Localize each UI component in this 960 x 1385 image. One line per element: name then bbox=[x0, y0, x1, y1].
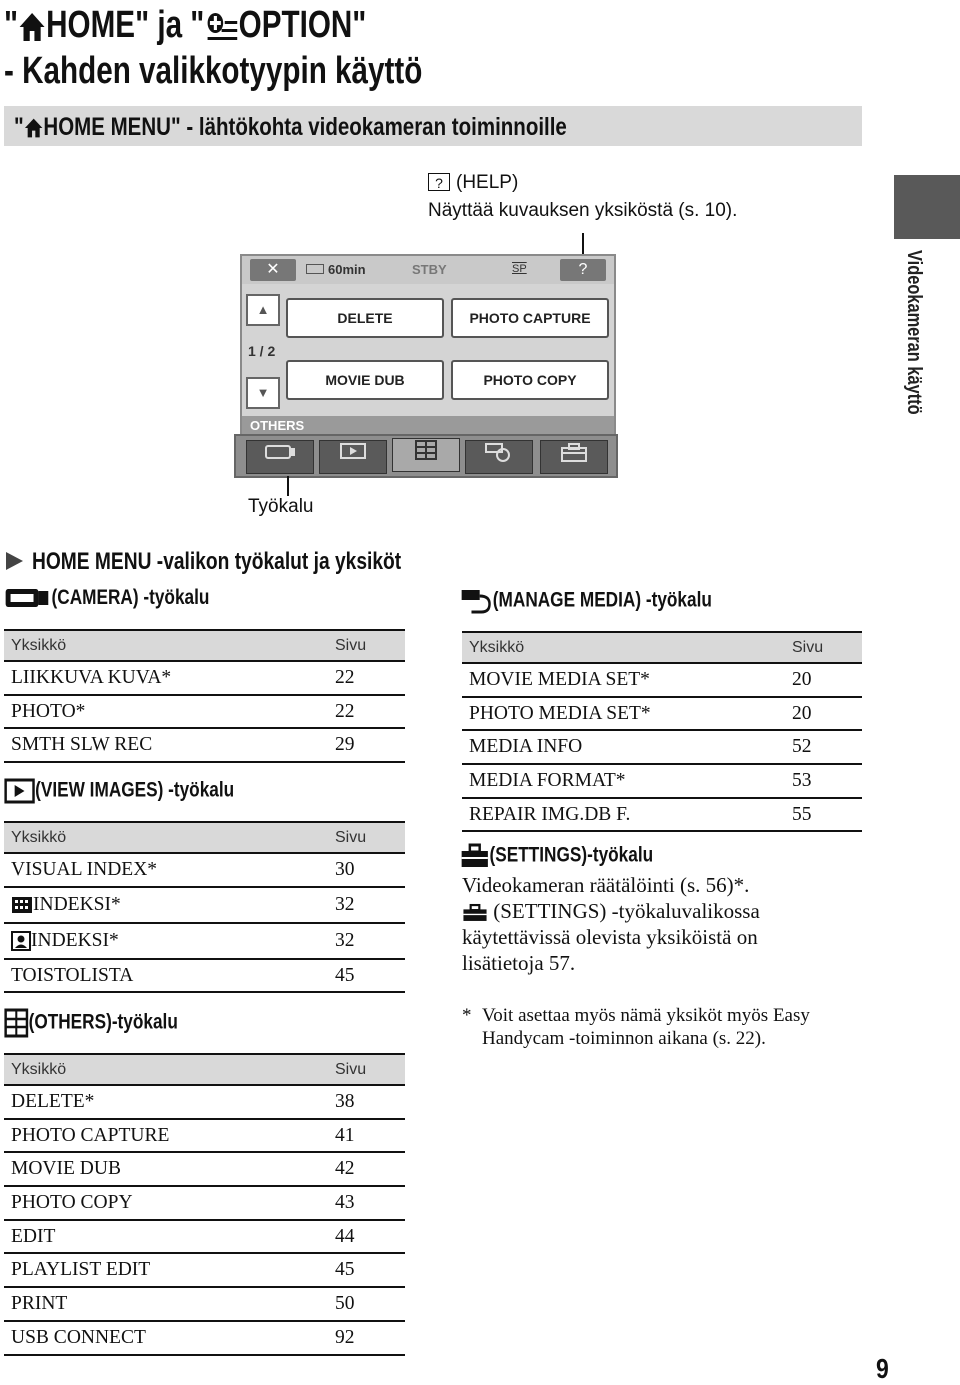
table-header bbox=[4, 630, 405, 661]
help-icon: ? bbox=[428, 173, 450, 191]
item-page: 55 bbox=[792, 798, 862, 832]
item-name: INDEKSI* bbox=[4, 887, 335, 923]
footnote bbox=[462, 1004, 810, 1050]
movie-dub-button[interactable]: MOVIE DUB bbox=[286, 360, 444, 400]
side-thumb-tab bbox=[894, 175, 960, 239]
home-icon bbox=[18, 11, 46, 43]
scroll-up-button[interactable]: ▲ bbox=[246, 294, 280, 326]
tab-others[interactable] bbox=[392, 438, 460, 472]
table-row bbox=[4, 661, 405, 695]
recording-status: STBY bbox=[412, 262, 447, 277]
item-name: PHOTO COPY bbox=[4, 1186, 335, 1220]
table-row bbox=[4, 1220, 405, 1254]
help-label: (HELP) bbox=[456, 172, 519, 193]
table-row bbox=[4, 959, 405, 993]
table-row bbox=[4, 695, 405, 729]
tab-view-images[interactable] bbox=[319, 440, 387, 474]
column-header-item: Yksikkö bbox=[4, 1054, 335, 1085]
item-page: 53 bbox=[792, 764, 862, 798]
manage-media-icon bbox=[460, 588, 493, 614]
scroll-down-button[interactable]: ▼ bbox=[246, 377, 280, 409]
photo-capture-button[interactable]: PHOTO CAPTURE bbox=[451, 298, 609, 338]
table-row bbox=[462, 764, 862, 798]
others-icon bbox=[4, 1008, 29, 1038]
home-icon bbox=[24, 117, 44, 139]
page-title-line1: " HOME" ja " OPTION" bbox=[4, 4, 367, 46]
item-name: EDIT bbox=[4, 1220, 335, 1254]
item-page: 92 bbox=[335, 1321, 405, 1355]
toolbox-icon bbox=[460, 843, 490, 869]
help-button[interactable]: ? bbox=[560, 259, 606, 281]
item-name: SMTH SLW REC bbox=[4, 728, 335, 762]
table-row bbox=[4, 923, 405, 959]
toolbox-icon bbox=[559, 441, 589, 463]
item-name: PHOTO CAPTURE bbox=[4, 1119, 335, 1153]
table-row bbox=[4, 1119, 405, 1153]
option-icon bbox=[204, 11, 238, 43]
column-header-item: Yksikkö bbox=[4, 822, 335, 853]
item-page: 45 bbox=[335, 1253, 405, 1287]
tab-camera[interactable] bbox=[246, 440, 314, 474]
side-chapter-label: Videokameran käyttö bbox=[903, 250, 925, 415]
table-row bbox=[462, 697, 862, 731]
page-indicator: 1 / 2 bbox=[248, 343, 276, 359]
item-page: 52 bbox=[792, 730, 862, 764]
item-name: DELETE* bbox=[4, 1085, 335, 1119]
item-name: VISUAL INDEX* bbox=[4, 853, 335, 887]
item-page: 44 bbox=[335, 1220, 405, 1254]
tab-manage-media[interactable] bbox=[465, 440, 533, 474]
table-row bbox=[4, 1321, 405, 1355]
item-name: USB CONNECT bbox=[4, 1321, 335, 1355]
item-page: 20 bbox=[792, 697, 862, 731]
manage-media-heading: (MANAGE MEDIA) -työkalu bbox=[460, 588, 712, 614]
table-row bbox=[4, 853, 405, 887]
item-page: 29 bbox=[335, 728, 405, 762]
others-icon bbox=[413, 439, 439, 461]
battery-icon bbox=[306, 264, 324, 274]
footnote-mark: * bbox=[462, 1005, 472, 1026]
item-page: 50 bbox=[335, 1287, 405, 1321]
close-button[interactable]: ✕ bbox=[250, 259, 296, 281]
item-page: 43 bbox=[335, 1186, 405, 1220]
item-page: 20 bbox=[792, 663, 862, 697]
manage-media-icon bbox=[483, 441, 515, 463]
item-name: PRINT bbox=[4, 1287, 335, 1321]
item-name: REPAIR IMG.DB F. bbox=[462, 798, 792, 832]
triangle-bullet-icon bbox=[6, 552, 23, 570]
item-name: PHOTO MEDIA SET* bbox=[462, 697, 792, 731]
battery-remaining: 60min bbox=[328, 262, 366, 277]
item-name: INDEKSI* bbox=[4, 923, 335, 959]
table-row bbox=[4, 1287, 405, 1321]
camera-icon bbox=[4, 586, 52, 610]
table-row bbox=[4, 1152, 405, 1186]
table-row bbox=[4, 1253, 405, 1287]
view-images-icon bbox=[338, 441, 368, 461]
view-images-heading: (VIEW IMAGES) -työkalu bbox=[4, 778, 234, 804]
item-name: MEDIA INFO bbox=[462, 730, 792, 764]
settings-line: (SETTINGS) -työkaluvalikossa bbox=[462, 898, 760, 924]
settings-heading: (SETTINGS)-työkalu bbox=[460, 843, 653, 869]
item-page: 42 bbox=[335, 1152, 405, 1186]
callout-line bbox=[287, 476, 289, 496]
table-header bbox=[462, 632, 862, 663]
settings-description bbox=[462, 872, 760, 976]
column-header-page: Sivu bbox=[792, 632, 862, 663]
table-row bbox=[462, 663, 862, 697]
section-heading: HOME MENU -valikon työkalut ja yksiköt bbox=[32, 548, 402, 575]
column-header-page: Sivu bbox=[335, 630, 405, 661]
item-page: 32 bbox=[335, 887, 405, 923]
item-page: 22 bbox=[335, 661, 405, 695]
camera-table bbox=[4, 629, 405, 763]
column-header-page: Sivu bbox=[335, 1054, 405, 1085]
item-name: MOVIE MEDIA SET* bbox=[462, 663, 792, 697]
table-row bbox=[4, 728, 405, 762]
column-header-item: Yksikkö bbox=[462, 632, 792, 663]
column-header-page: Sivu bbox=[335, 822, 405, 853]
item-page: 30 bbox=[335, 853, 405, 887]
column-header-item: Yksikkö bbox=[4, 630, 335, 661]
item-name: MOVIE DUB bbox=[4, 1152, 335, 1186]
quality-indicator: SP bbox=[512, 263, 527, 275]
table-header bbox=[4, 822, 405, 853]
item-page: 32 bbox=[335, 923, 405, 959]
item-name: PHOTO* bbox=[4, 695, 335, 729]
delete-button[interactable]: DELETE bbox=[286, 298, 444, 338]
table-row bbox=[4, 1085, 405, 1119]
toolbox-icon bbox=[462, 903, 488, 923]
table-row bbox=[462, 730, 862, 764]
settings-line: Videokameran räätälöinti (s. 56)*. bbox=[462, 873, 750, 897]
film-index-icon bbox=[11, 895, 33, 915]
view-images-table bbox=[4, 821, 405, 993]
item-page: 45 bbox=[335, 959, 405, 993]
camera-icon bbox=[263, 443, 297, 461]
settings-line: lisätietoja 57. bbox=[462, 951, 576, 975]
item-name: PLAYLIST EDIT bbox=[4, 1253, 335, 1287]
item-page: 38 bbox=[335, 1085, 405, 1119]
manage-media-table bbox=[462, 631, 862, 832]
table-row bbox=[462, 798, 862, 832]
settings-line: käytettävissä olevista yksiköistä on bbox=[462, 925, 758, 949]
view-images-icon bbox=[4, 778, 35, 804]
page-number: 9 bbox=[876, 1353, 889, 1384]
banner-text: " HOME MENU" - lähtökohta videokameran toiminnoille bbox=[14, 113, 567, 141]
item-name: TOISTOLISTA bbox=[4, 959, 335, 993]
item-page: 41 bbox=[335, 1119, 405, 1153]
face-index-icon bbox=[11, 931, 31, 951]
footnote-text: Voit asettaa myös nämä yksiköt myös Easy bbox=[482, 1005, 810, 1026]
category-label: OTHERS bbox=[250, 418, 305, 433]
table-row bbox=[4, 1186, 405, 1220]
table-header bbox=[4, 1054, 405, 1085]
page-title-line2: - Kahden valikkotyypin käyttö bbox=[4, 50, 423, 92]
item-page: 22 bbox=[335, 695, 405, 729]
help-description: Näyttää kuvauksen yksiköstä (s. 10). bbox=[428, 200, 738, 221]
table-row bbox=[4, 887, 405, 923]
others-heading: (OTHERS)-työkalu bbox=[4, 1008, 178, 1038]
tool-label: Työkalu bbox=[248, 496, 314, 517]
item-name: MEDIA FORMAT* bbox=[462, 764, 792, 798]
footnote-text: Handycam -toiminnon aikana (s. 22). bbox=[482, 1028, 766, 1049]
item-name: LIIKKUVA KUVA* bbox=[4, 661, 335, 695]
others-table bbox=[4, 1053, 405, 1356]
photo-copy-button[interactable]: PHOTO COPY bbox=[451, 360, 609, 400]
tab-settings[interactable] bbox=[540, 440, 608, 474]
camera-heading: (CAMERA) -työkalu bbox=[4, 586, 209, 610]
